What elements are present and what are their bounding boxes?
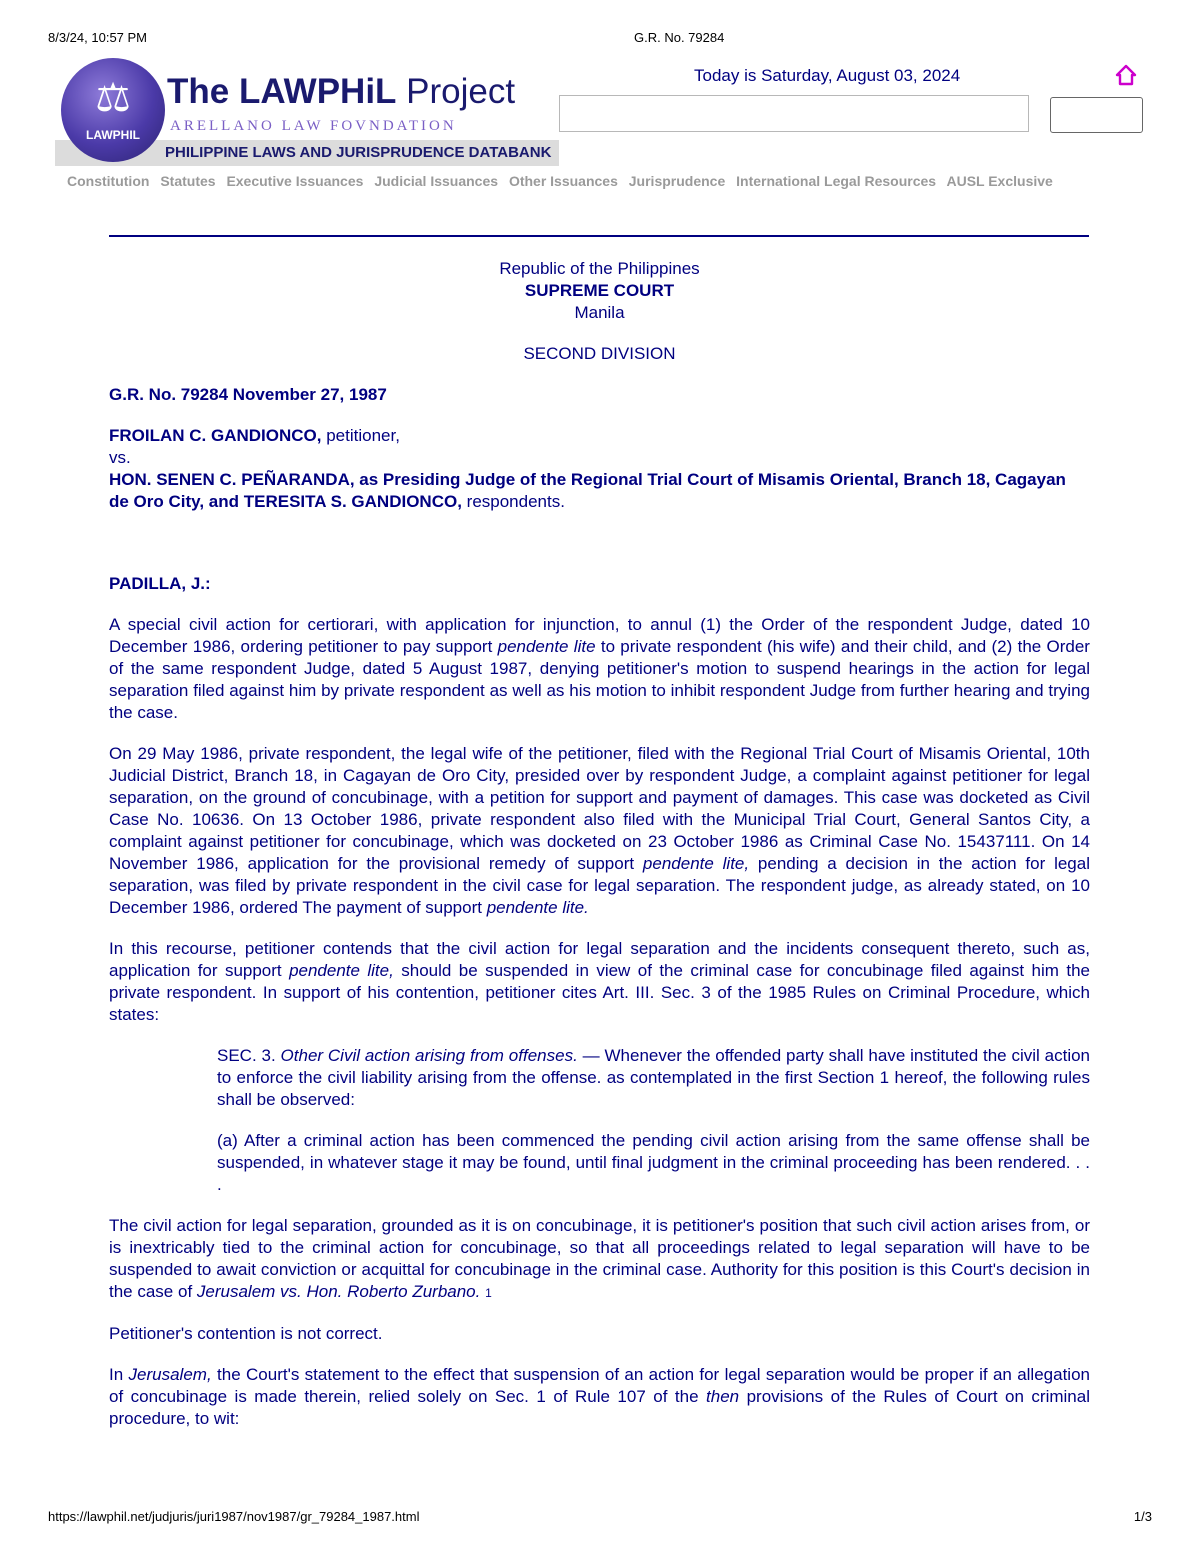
logo-seal-text: LAWPHIL xyxy=(86,128,140,142)
respondents-names: HON. SENEN C. PEÑARANDA, as Presiding Judge of the Regional Trial Court of Misamis Oriental, Branch 18, Cagayan de Oro City, and TERESITA S. GANDIONCO, xyxy=(109,470,1066,511)
supreme-court-line: SUPREME COURT xyxy=(524,281,675,300)
home-icon[interactable] xyxy=(1115,64,1137,86)
scales-of-justice-icon: ⚖ xyxy=(95,76,131,120)
quote-section-3a: (a) After a criminal action has been commenced the pending civil action arising from the same offense shall be suspended, in whatever stage it may be found, until final judgment in the criminal proceeding has been rendered. . . . xyxy=(217,1131,1090,1194)
respondents-role: respondents. xyxy=(461,492,565,511)
versus: vs. xyxy=(109,448,131,467)
paragraph-1: A special civil action for certiorari, with application for injunction, to annul (1) the Order of the respondent Judge, dated 10 December 1986, ordering petitioner to pay support pendente lite to private respondent (his wife) and their child, and (2) the Order of the same respondent Judge, dated 5 August 1987, denying petitioner's motion to suspend hearings in the action for legal separation filed against him by private respondent as well as his motion to inhibit respondent Judge from further hearing and trying the case. xyxy=(109,615,1090,722)
city-line: Manila xyxy=(574,303,625,322)
paragraph-6: In Jerusalem, the Court's statement to the effect that suspension of an action for legal separation would be proper if an allegation of concubinage is made therein, relied solely on Sec. 1 of Rule 107 of the then provisions of the Rules of Court on criminal procedure, to wit: xyxy=(109,1365,1090,1428)
petitioner-role: petitioner, xyxy=(321,426,400,445)
paragraph-3: In this recourse, petitioner contends that the civil action for legal separation and the incidents consequent thereto, such as, application for support pendente lite, should be suspended in view of the criminal case for concubinage filed against him the private respondent. In support of his contention, petitioner cites Art. III. Sec. 3 of the 1985 Rules on Criminal Procedure, which states: xyxy=(109,939,1090,1024)
logo-strip-text: PHILIPPINE LAWS AND JURISPRUDENCE DATABANK xyxy=(165,144,552,161)
logo-title xyxy=(167,72,515,112)
logo-title-bold: The LAWPHiL xyxy=(167,72,397,111)
quote-section-3: SEC. 3. Other Civil action arising from offenses. — Whenever the offended party shall have instituted the civil action to enforce the civil liability arising from the offense. as contemplated in the first Section 1 hereof, the following rules shall be observed: xyxy=(217,1046,1091,1109)
ponente: PADILLA, J.: xyxy=(109,574,211,593)
republic-line: Republic of the Philippines xyxy=(499,259,700,278)
search-input[interactable] xyxy=(559,95,1029,132)
nav-other-issuances[interactable]: Other Issuances xyxy=(508,173,618,189)
nav-jurisprudence[interactable]: Jurisprudence xyxy=(628,173,726,189)
print-header xyxy=(48,30,1152,48)
nav-ausl-exclusive[interactable]: AUSL Exclusive xyxy=(946,173,1053,189)
print-url: https://lawphil.net/judjuris/juri1987/nov1987/gr_79284_1987.html xyxy=(48,1509,420,1524)
paragraph-5: Petitioner's contention is not correct. xyxy=(109,1324,383,1343)
search-button[interactable] xyxy=(1050,97,1143,133)
paragraph-2: On 29 May 1986, private respondent, the legal wife of the petitioner, filed with the Regional Trial Court of Misamis Oriental, 10th Judicial District, Branch 18, in Cagayan de Oro City, presided over by respondent Judge, a complaint against petitioner for legal separation, on the ground of concubinage, with a petition for support and payment of damages. This case was docketed as Civil Case No. 10636. On 13 October 1986, private respondent also filed with the Municipal Trial Court, General Santos City, a complaint against petitioner for concubinage, which was docketed on 23 October 1986 as Criminal Case No. 15437111. On 14 November 1986, application for the provisional remedy of support pendente lite, pending a decision in the action for legal separation, was filed by private respondent in the civil case for legal separation. The respondent judge, as already stated, on 10 December 1986, ordered The payment of support pendente lite. xyxy=(109,744,1090,917)
logo-title-rest: Project xyxy=(396,72,516,111)
print-page-title: G.R. No. 79284 xyxy=(634,30,725,45)
petitioner-name: FROILAN C. GANDIONCO, xyxy=(109,426,322,445)
print-footer xyxy=(48,1509,1152,1527)
nav-executive-issuances[interactable]: Executive Issuances xyxy=(226,173,364,189)
print-page-number: 1/3 xyxy=(1133,1509,1152,1524)
header-divider xyxy=(109,235,1089,237)
lawphil-logo[interactable] xyxy=(55,56,559,168)
division-line: SECOND DIVISION xyxy=(523,344,676,363)
logo-seal-icon xyxy=(61,58,165,162)
decision-content xyxy=(109,258,1090,1449)
nav-constitution[interactable]: Constitution xyxy=(67,173,150,189)
paragraph-4: The civil action for legal separation, grounded as it is on concubinage, it is petitioner's position that such civil action arises from, or is inextricably tied to the criminal action for concubinage, so that all proceedings related to legal separation will have to be suspended to await conviction or acquittal for concubinage in the criminal case. Authority for this position is this Court's decision in the case of Jerusalem vs. Hon. Roberto Zurbano. 1 xyxy=(109,1216,1090,1301)
print-timestamp: 8/3/24, 10:57 PM xyxy=(48,30,148,45)
footnote-1-link[interactable]: 1 xyxy=(485,1286,492,1300)
case-number: G.R. No. 79284 November 27, 1987 xyxy=(109,385,387,404)
main-nav xyxy=(67,173,1060,189)
nav-international-legal-resources[interactable]: International Legal Resources xyxy=(736,173,937,189)
today-date: Today is Saturday, August 03, 2024 xyxy=(694,66,961,85)
logo-subtitle: ARELLANO LAW FOVNDATION xyxy=(170,118,457,134)
nav-judicial-issuances[interactable]: Judicial Issuances xyxy=(374,173,499,189)
court-heading xyxy=(109,258,1090,324)
nav-statutes[interactable]: Statutes xyxy=(160,173,216,189)
case-parties xyxy=(109,425,1090,513)
